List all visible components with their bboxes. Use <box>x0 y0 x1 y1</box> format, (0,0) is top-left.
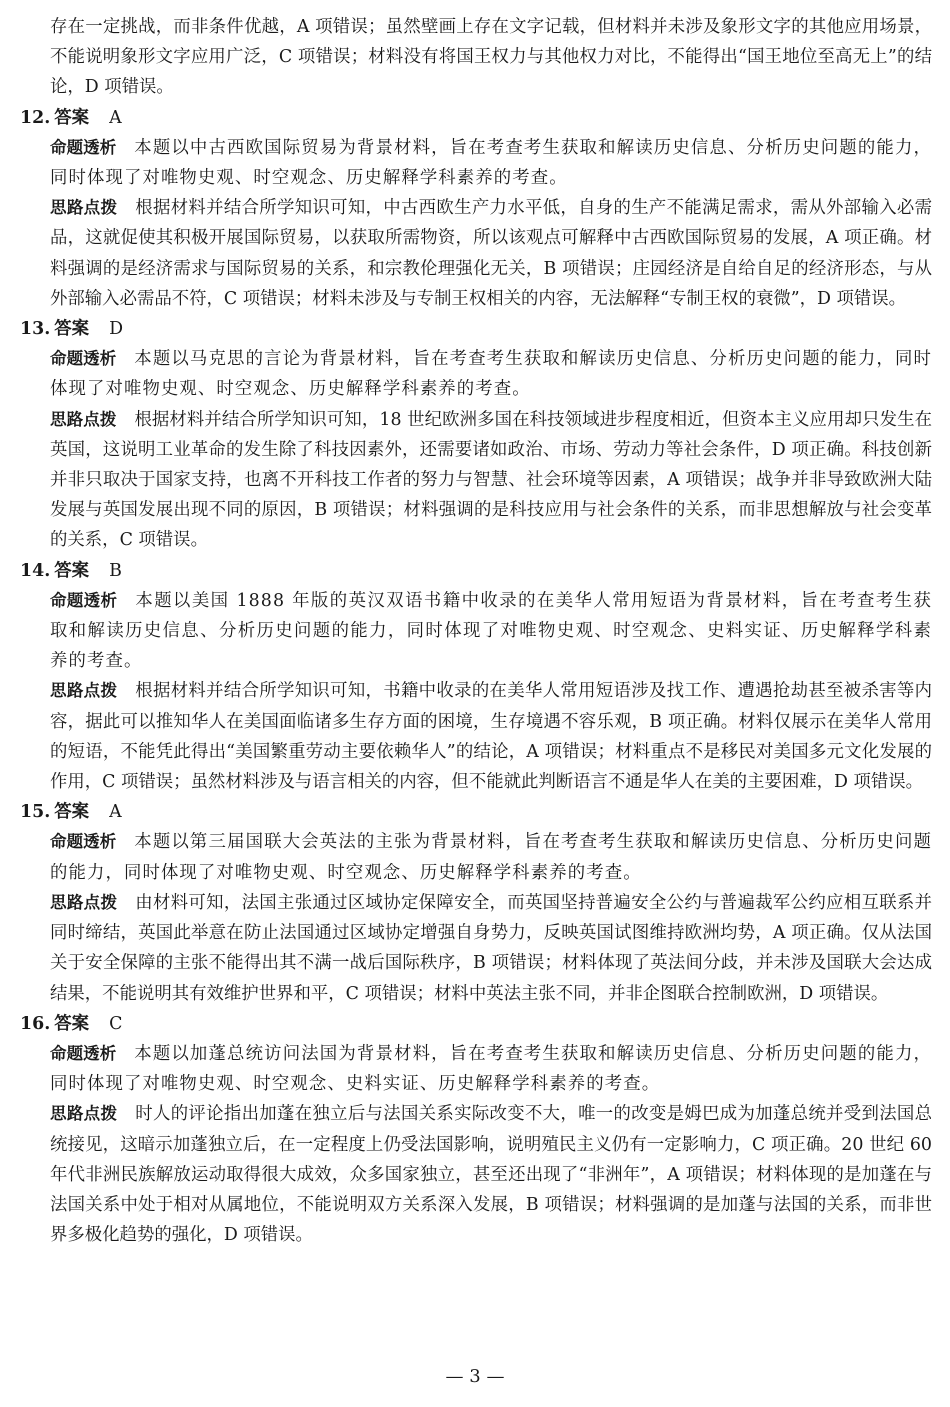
mingti-text: 本题以加蓬总统访问法国为背景材料，旨在考查考生获取和解读历史信息、分析历史问题的能力，同时体现了对唯物史观、时空观念、史料实证、历史解释学科素养的考查。 <box>50 1043 933 1095</box>
mingti-label: 命题透析 <box>50 590 118 610</box>
mingti-text: 本题以马克思的言论为背景材料，旨在考查考生获取和解读历史信息、分析历史问题的能力，同时体现了对唯物史观、时空观念、历史解释学科素养的考查。 <box>50 349 933 400</box>
silu-paragraph <box>20 405 932 556</box>
answer-line <box>20 103 932 133</box>
mingti-label: 命题透析 <box>50 832 117 852</box>
intro-fragment: 存在一定挑战，而非条件优越，A 项错误；虽然壁画上存在文字记载，但材料并未涉及象形文字的其他应用场景，不能说明象形文字应用广泛，C 项错误；材料没有将国王权力与其他权力对比，不能得出“国王地位至高无上”的结论，D 项错误。 <box>50 17 932 98</box>
silu-paragraph <box>20 888 932 1009</box>
silu-paragraph <box>20 676 932 797</box>
mingti-text: 本题以中古西欧国际贸易为背景材料，旨在考查考生获取和解读历史信息、分析历史问题的能力，同时体现了对唯物史观、时空观念、历史解释学科素养的考查。 <box>50 137 933 189</box>
question-15 <box>20 797 932 1008</box>
mingti-paragraph <box>20 344 932 404</box>
answer-value: B <box>109 560 122 581</box>
mingti-label: 命题透析 <box>50 137 117 157</box>
question-12 <box>20 103 932 314</box>
silu-label: 思路点拨 <box>50 198 118 218</box>
silu-paragraph <box>20 193 932 314</box>
mingti-label: 命题透析 <box>50 1043 117 1063</box>
mingti-label: 命题透析 <box>50 349 117 369</box>
silu-label: 思路点拨 <box>50 681 118 701</box>
question-number: 13. <box>20 319 51 340</box>
mingti-paragraph <box>20 827 932 887</box>
question-16 <box>20 1009 932 1251</box>
answer-value: D <box>109 319 124 340</box>
answer-label: 答案 <box>54 319 90 340</box>
mingti-paragraph <box>20 133 932 193</box>
answer-value: A <box>109 802 122 823</box>
answer-line <box>20 556 932 586</box>
answer-content <box>20 12 932 1250</box>
mingti-paragraph <box>20 1039 932 1099</box>
silu-label: 思路点拨 <box>50 1104 118 1124</box>
silu-text: 根据材料并结合所学知识可知，书籍中收录的在美华人常用短语涉及找工作、遭遇抢劫甚至被杀害等内容，据此可以推知华人在美国面临诸多生存方面的困境，生存境遇不容乐观，B 项正确。材料仅展示在美华人常用的短语，不能凭此得出“美国繁重劳动主要依赖华人”的结论，A 项错误；材料重点不是移民对美国多元文化发展的作用，C 项错误；虽然材料涉及与语言相关的内容，但不能就此判断语言不通是华人在美的主要困难，D 项错误。 <box>50 681 933 793</box>
silu-text: 根据材料并结合所学知识可知，18 世纪欧洲多国在科技领域进步程度相近，但资本主义应用却只发生在英国，这说明工业革命的发生除了科技因素外，还需要诸如政治、市场、劳动力等社会条件，D 项正确。科技创新并非只取决于国家支持，也离不开科技工作者的努力与智慧、社会环境等因素，A 项错误；战争并非导致欧洲大陆发展与英国发展出现不同的原因，B 项错误；材料强调的是科技应用与社会条件的关系，而非思想解放与社会变革的关系，C 项错误。 <box>50 409 932 551</box>
question-14 <box>20 556 932 798</box>
answer-label: 答案 <box>54 1013 90 1034</box>
silu-text: 时人的评论指出加蓬在独立后与法国关系实际改变不大，唯一的改变是姆巴成为加蓬总统并受到法国总统接见，这暗示加蓬独立后，在一定程度上仍受法国影响，说明殖民主义仍有一定影响力，C 项正确。20 世纪 60 年代非洲民族解放运动取得很大成效，众多国家独立，甚至还出现了“非洲年”，A 项错误；材料体现的是加蓬在与法国关系中处于相对从属地位，不能说明双方关系深入发展，B 项错误；材料强调的是加蓬与法国的关系，而非世界多极化趋势的强化，D 项错误。 <box>50 1104 933 1246</box>
answer-label: 答案 <box>54 560 90 581</box>
mingti-text: 本题以第三届国联大会英法的主张为背景材料，旨在考查考生获取和解读历史信息、分析历史问题的能力，同时体现了对唯物史观、时空观念、历史解释学科素养的考查。 <box>50 832 933 883</box>
answer-value: A <box>109 107 122 128</box>
answer-label: 答案 <box>54 107 90 128</box>
question-number: 16. <box>20 1013 51 1034</box>
page-number: — 3 — <box>445 1366 505 1387</box>
silu-paragraph <box>20 1099 932 1250</box>
silu-text: 由材料可知，法国主张通过区域协定保障安全，而英国坚持普遍安全公约与普遍裁军公约应相互联系并同时缔结，英国此举意在防止法国通过区域协定增强自身势力，反映英国试图维持欧洲均势，A 项正确。仅从法国关于安全保障的主张不能得出其不满一战后国际秩序，B 项错误；材料体现了英法间分歧，并未涉及国联大会达成结果，不能说明其有效维护世界和平，C 项错误；材料中英法主张不同，并非企图联合控制欧洲，D 项错误。 <box>50 892 933 1004</box>
question-number: 15. <box>20 802 51 823</box>
answer-value: C <box>109 1013 123 1034</box>
question-number: 12. <box>20 107 51 128</box>
answer-label: 答案 <box>54 802 90 823</box>
question-13 <box>20 314 932 556</box>
mingti-text: 本题以美国 1888 年版的英汉双语书籍中收录的在美华人常用短语为背景材料，旨在考查考生获取和解读历史信息、分析历史问题的能力，同时体现了对唯物史观、时空观念、史料实证、历史解释学科素养的考查。 <box>50 590 932 672</box>
silu-label: 思路点拨 <box>50 892 118 912</box>
question-number: 14. <box>20 560 51 581</box>
silu-label: 思路点拨 <box>50 409 117 429</box>
answer-line <box>20 797 932 827</box>
answer-line <box>20 314 932 344</box>
answer-line <box>20 1009 932 1039</box>
mingti-paragraph <box>20 586 932 677</box>
silu-text: 根据材料并结合所学知识可知，中古西欧生产力水平低，自身的生产不能满足需求，需从外部输入必需品，这就促使其积极开展国际贸易，以获取所需物资，所以该观点可解释中古西欧国际贸易的发展，A 项正确。材料强调的是经济需求与国际贸易的关系，和宗教伦理强化无关，B 项错误；庄园经济是自给自足的经济形态，与从外部输入必需品不符，C 项错误；材料未涉及与专制王权相关的内容，无法解释“专制王权的衰微”，D 项错误。 <box>50 198 933 309</box>
